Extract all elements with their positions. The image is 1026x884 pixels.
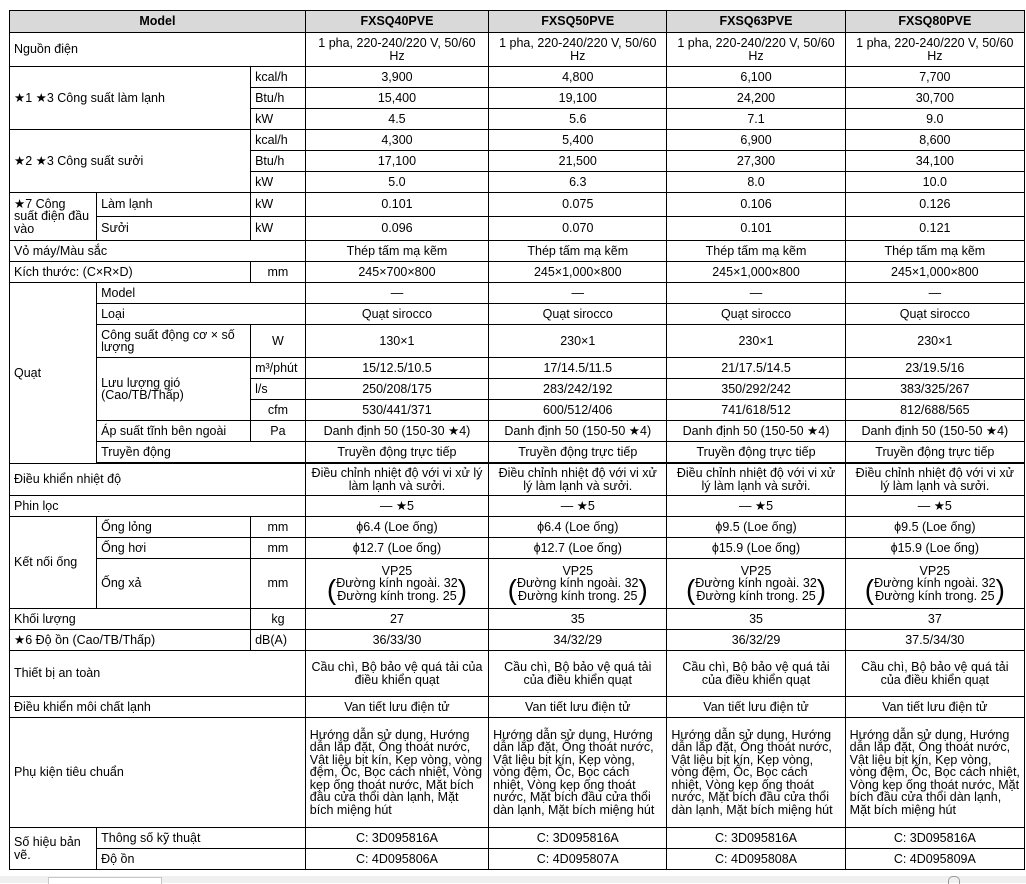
cell: 530/441/371 xyxy=(305,400,488,421)
cell: 35 xyxy=(667,609,845,630)
unit-cell: kcal/h xyxy=(251,130,306,151)
piping-row xyxy=(10,517,1025,538)
cell: 10.0 xyxy=(845,172,1024,193)
bracket-right: ) xyxy=(995,573,1005,605)
accessories-row xyxy=(10,718,1025,828)
cell: 3,900 xyxy=(305,67,488,88)
row-label: Kích thước: (C×R×D) xyxy=(10,262,251,283)
unit-cell: kg xyxy=(251,609,306,630)
row-label: Điều khiển nhiệt độ xyxy=(10,464,306,496)
cell: 17/14.5/11.5 xyxy=(489,358,667,379)
cell: 4,800 xyxy=(489,67,667,88)
cell: 24,200 xyxy=(667,88,845,109)
cell: Quạt sirocco xyxy=(845,304,1024,325)
cell: Điều chỉnh nhiệt độ với vi xử lý làm lạnh và sưởi. xyxy=(489,464,667,496)
row-label: Khối lượng xyxy=(10,609,251,630)
cell: 35 xyxy=(489,609,667,630)
cell: C: 3D095816A xyxy=(489,828,667,849)
heating-row xyxy=(10,130,1025,151)
cell: 6.3 xyxy=(489,172,667,193)
fan-row xyxy=(10,358,1025,379)
cell: Điều chỉnh nhiệt độ với vi xử lý làm lạnh và sưởi. xyxy=(667,464,845,496)
cell: 0.126 xyxy=(845,193,1024,217)
cell: 0.101 xyxy=(667,217,845,241)
unit-cell: mm xyxy=(251,538,306,559)
cell: 15/12.5/10.5 xyxy=(305,358,488,379)
cell: 4.5 xyxy=(305,109,488,130)
cell: — ★5 xyxy=(845,496,1024,517)
piping-row xyxy=(10,559,1025,609)
row-label: ★1 ★3 Công suất làm lạnh xyxy=(10,67,251,130)
model-name: FXSQ63PVE xyxy=(667,11,845,33)
bracket-right: ) xyxy=(816,573,827,605)
unit-cell: dB(A) xyxy=(251,630,306,651)
row-label: Phụ kiện tiêu chuẩn xyxy=(10,718,306,828)
cell: 0.096 xyxy=(305,217,488,241)
drain-pipe-cell xyxy=(305,559,488,609)
cell: 9.0 xyxy=(845,109,1024,130)
cell: 21/17.5/14.5 xyxy=(667,358,845,379)
cell: 245×700×800 xyxy=(305,262,488,283)
cell: 0.075 xyxy=(489,193,667,217)
row-label: Vỏ máy/Màu sắc xyxy=(10,241,306,262)
power-input-row xyxy=(10,217,1025,241)
cell: 600/512/406 xyxy=(489,400,667,421)
sub-label: Ống xả xyxy=(97,559,251,609)
safety-row xyxy=(10,651,1025,697)
fan-row xyxy=(10,325,1025,358)
cell: C: 4D095808A xyxy=(667,849,845,870)
bracket-right: ) xyxy=(638,573,648,605)
row-label: ★7 Công suất điện đầu vào xyxy=(10,193,97,241)
cell: — xyxy=(667,283,845,304)
row-label: Thiết bị an toàn xyxy=(10,651,306,697)
unit-cell: mm xyxy=(251,559,306,609)
sub-label: Thông số kỹ thuật xyxy=(97,828,306,849)
cell: — xyxy=(845,283,1024,304)
cell: 5,400 xyxy=(489,130,667,151)
noise-row xyxy=(10,630,1025,651)
row-label: Điều khiển môi chất lạnh xyxy=(10,697,306,718)
row-label: Quạt xyxy=(10,283,97,464)
unit-cell: cfm xyxy=(251,400,306,421)
cell: Hướng dẫn sử dụng, Hướng dẫn lắp đặt, Ống thoát nước, Vật liệu bịt kín, Kẹp vòng, vòng đệm, Ốc, Bọc cách nhiệt, Vòng kẹp ống thoát nước, Mặt bích đầu cửa thổi dàn lạnh, Mặt bích miệng hút xyxy=(305,718,488,828)
cell: Điều chỉnh nhiệt độ với vi xử lý làm lạnh và sưởi. xyxy=(845,464,1024,496)
drain-inner-diameter: Đường kính trong. 25 xyxy=(518,588,638,603)
cell: 230×1 xyxy=(489,325,667,358)
fan-row xyxy=(10,421,1025,442)
cell: 6,900 xyxy=(667,130,845,151)
unit-cell: kW xyxy=(251,217,306,241)
unit-cell: m³/phút xyxy=(251,358,306,379)
drain-outer-diameter: Đường kính ngoài. 32 xyxy=(695,576,817,591)
cell: 8,600 xyxy=(845,130,1024,151)
cell: 245×1,000×800 xyxy=(489,262,667,283)
cell: C: 4D095807A xyxy=(489,849,667,870)
cell: 5.6 xyxy=(489,109,667,130)
cell: Van tiết lưu điện tử xyxy=(845,697,1024,718)
drain-title: VP25 xyxy=(381,563,413,578)
cell: 130×1 xyxy=(305,325,488,358)
cell: 812/688/565 xyxy=(845,400,1024,421)
bracket-left: ( xyxy=(685,573,696,605)
cell: 21,500 xyxy=(489,151,667,172)
cell: 4,300 xyxy=(305,130,488,151)
unit-cell: W xyxy=(251,325,306,358)
cell: Quạt sirocco xyxy=(667,304,845,325)
drawing-row xyxy=(10,849,1025,870)
casing-row xyxy=(10,241,1025,262)
row-label: ★6 Độ ồn (Cao/TB/Thấp) xyxy=(10,630,251,651)
drain-title: VP25 xyxy=(919,563,951,578)
drain-pipe-cell xyxy=(667,559,845,609)
power-row xyxy=(10,33,1025,67)
cell: 7,700 xyxy=(845,67,1024,88)
drain-title: VP25 xyxy=(562,563,594,578)
cell: 0.121 xyxy=(845,217,1024,241)
cell: 383/325/267 xyxy=(845,379,1024,400)
cell: ϕ9.5 (Loe ống) xyxy=(667,517,845,538)
fan-row xyxy=(10,304,1025,325)
cell: 27,300 xyxy=(667,151,845,172)
unit-cell: kW xyxy=(251,109,306,130)
cell: 36/32/29 xyxy=(667,630,845,651)
cell: 36/33/30 xyxy=(305,630,488,651)
cell: 17,100 xyxy=(305,151,488,172)
bracket-right: ) xyxy=(457,573,468,605)
dimensions-row xyxy=(10,262,1025,283)
cell: Truyền động trực tiếp xyxy=(489,442,667,463)
cell: — ★5 xyxy=(305,496,488,517)
cell: 8.0 xyxy=(667,172,845,193)
cell: 245×1,000×800 xyxy=(667,262,845,283)
specification-table xyxy=(9,10,1025,870)
temp-control-row xyxy=(10,464,1025,496)
cell: 350/292/242 xyxy=(667,379,845,400)
cell: Cầu chì, Bộ bảo vệ quá tải của điều khiển quạt xyxy=(845,651,1024,697)
cell: ϕ12.7 (Loe ống) xyxy=(489,538,667,559)
cell: Quạt sirocco xyxy=(305,304,488,325)
cell: Thép tấm mạ kẽm xyxy=(305,241,488,262)
unit-cell: kW xyxy=(251,172,306,193)
fan-row xyxy=(10,283,1025,304)
cell: — xyxy=(489,283,667,304)
cell: Cầu chì, Bộ bảo vệ quá tải của điều khiển quạt xyxy=(667,651,845,697)
cell: Van tiết lưu điện tử xyxy=(489,697,667,718)
cell: 1 pha, 220-240/220 V, 50/60 Hz xyxy=(305,33,488,67)
cell: ϕ6.4 (Loe ống) xyxy=(305,517,488,538)
cell: Van tiết lưu điện tử xyxy=(667,697,845,718)
cell: 250/208/175 xyxy=(305,379,488,400)
drain-outer-diameter: Đường kính ngoài. 32 xyxy=(874,576,996,591)
cell: 1 pha, 220-240/220 V, 50/60 Hz xyxy=(489,33,667,67)
row-label: Phin lọc xyxy=(10,496,306,517)
sub-label: Làm lạnh xyxy=(97,193,251,217)
cell: 741/618/512 xyxy=(667,400,845,421)
cell: Danh định 50 (150-50 ★4) xyxy=(489,421,667,442)
weight-row xyxy=(10,609,1025,630)
cell: Thép tấm mạ kẽm xyxy=(845,241,1024,262)
cell: Danh định 50 (150-50 ★4) xyxy=(845,421,1024,442)
cell: 1 pha, 220-240/220 V, 50/60 Hz xyxy=(667,33,845,67)
cell: 5.0 xyxy=(305,172,488,193)
sub-label: Công suất động cơ × số lượng xyxy=(97,325,251,358)
cell: 23/19.5/16 xyxy=(845,358,1024,379)
cell: 34/32/29 xyxy=(489,630,667,651)
unit-cell: Btu/h xyxy=(251,151,306,172)
model-name: FXSQ40PVE xyxy=(305,11,488,33)
fan-row xyxy=(10,442,1025,463)
sub-label: Sưởi xyxy=(97,217,251,241)
filter-row xyxy=(10,496,1025,517)
cell: Hướng dẫn sử dụng, Hướng dẫn lắp đặt, Ống thoát nước, Vật liệu bịt kín, Kẹp vòng, vòng đệm, Ốc, Bọc cách nhiệt, Vòng kẹp ống thoát nước, Mặt bích đầu cửa thổi dàn lạnh, Mặt bích miệng hút xyxy=(845,718,1024,828)
cell: 0.106 xyxy=(667,193,845,217)
row-label: Số hiệu bản vẽ. xyxy=(10,828,97,870)
model-header: Model xyxy=(10,11,306,33)
cell: Truyền động trực tiếp xyxy=(845,442,1024,463)
unit-cell: mm xyxy=(251,517,306,538)
drain-pipe-cell xyxy=(845,559,1024,609)
row-label: Nguồn điện xyxy=(10,33,306,67)
sub-label: Loại xyxy=(97,304,306,325)
sub-label: Truyền động xyxy=(97,442,306,463)
unit-cell: Btu/h xyxy=(251,88,306,109)
cell: 1 pha, 220-240/220 V, 50/60 Hz xyxy=(845,33,1024,67)
drain-inner-diameter: Đường kính trong. 25 xyxy=(875,588,995,603)
cell: — xyxy=(305,283,488,304)
cell: C: 3D095816A xyxy=(845,828,1024,849)
drain-inner-diameter: Đường kính trong. 25 xyxy=(337,588,457,603)
row-label: ★2 ★3 Công suất sưởi xyxy=(10,130,251,193)
unit-cell: Pa xyxy=(251,421,306,442)
cell: C: 3D095816A xyxy=(667,828,845,849)
cell: Danh định 50 (150-30 ★4) xyxy=(305,421,488,442)
cell: 27 xyxy=(305,609,488,630)
cell: 245×1,000×800 xyxy=(845,262,1024,283)
cell: Danh định 50 (150-50 ★4) xyxy=(667,421,845,442)
power-input-row xyxy=(10,193,1025,217)
cell: 34,100 xyxy=(845,151,1024,172)
piping-row xyxy=(10,538,1025,559)
row-label: Kết nối ống xyxy=(10,517,97,609)
cell: 6,100 xyxy=(667,67,845,88)
drain-outer-diameter: Đường kính ngoài. 32 xyxy=(517,576,639,591)
cell: ϕ6.4 (Loe ống) xyxy=(489,517,667,538)
cell: 7.1 xyxy=(667,109,845,130)
model-name: FXSQ50PVE xyxy=(489,11,667,33)
sub-label: Độ ồn xyxy=(97,849,306,870)
unit-cell: kW xyxy=(251,193,306,217)
sub-label: Ống lỏng xyxy=(97,517,251,538)
table-header-row xyxy=(10,11,1025,33)
cell: Cầu chì, Bộ bảo vệ quá tải của điều khiển quạt xyxy=(489,651,667,697)
cell: Hướng dẫn sử dụng, Hướng dẫn lắp đặt, Ống thoát nước, Vật liệu bịt kín, Kẹp vòng, vòng đệm, Ốc, Bọc cách nhiệt, Vòng kẹp ống thoát nước, Mặt bích đầu cửa thổi dàn lạnh, Mặt bích miệng hút xyxy=(489,718,667,828)
model-name: FXSQ80PVE xyxy=(845,11,1024,33)
bracket-left: ( xyxy=(326,573,337,605)
cell: 37.5/34/30 xyxy=(845,630,1024,651)
cell: Thép tấm mạ kẽm xyxy=(667,241,845,262)
bracket-left: ( xyxy=(507,573,517,605)
cell: ϕ15.9 (Loe ống) xyxy=(845,538,1024,559)
cooling-row xyxy=(10,67,1025,88)
cell: 0.101 xyxy=(305,193,488,217)
cell: Cầu chì, Bộ bảo vệ quá tải của điều khiển quạt xyxy=(305,651,488,697)
cell: C: 3D095816A xyxy=(305,828,488,849)
drain-pipe-cell xyxy=(489,559,667,609)
cell: Truyền động trực tiếp xyxy=(667,442,845,463)
cell: 19,100 xyxy=(489,88,667,109)
cell: Hướng dẫn sử dụng, Hướng dẫn lắp đặt, Ống thoát nước, Vật liệu bịt kín, Kẹp vòng, vòng đệm, Ốc, Bọc cách nhiệt, Vòng kẹp ống thoát nước, Mặt bích đầu cửa thổi dàn lạnh, Mặt bích miệng hút xyxy=(667,718,845,828)
cell: — ★5 xyxy=(667,496,845,517)
sub-label: Lưu lượng gió (Cao/TB/Thấp) xyxy=(97,358,251,421)
unit-cell: mm xyxy=(251,262,306,283)
cell: 283/242/192 xyxy=(489,379,667,400)
cell: C: 4D095809A xyxy=(845,849,1024,870)
cell: Điều chỉnh nhiệt độ với vi xử lý làm lạnh và sưởi. xyxy=(305,464,488,496)
unit-cell: kcal/h xyxy=(251,67,306,88)
cell: — ★5 xyxy=(489,496,667,517)
cell: 37 xyxy=(845,609,1024,630)
cell: ϕ15.9 (Loe ống) xyxy=(667,538,845,559)
sub-label: Model xyxy=(97,283,306,304)
refrigerant-control-row xyxy=(10,697,1025,718)
drain-title: VP25 xyxy=(740,563,772,578)
cell: 230×1 xyxy=(667,325,845,358)
cell: Van tiết lưu điện tử xyxy=(305,697,488,718)
cell: 230×1 xyxy=(845,325,1024,358)
drain-inner-diameter: Đường kính trong. 25 xyxy=(696,588,816,603)
cell: 15,400 xyxy=(305,88,488,109)
cell: C: 4D095806A xyxy=(305,849,488,870)
bracket-left: ( xyxy=(864,573,875,605)
sub-label: Áp suất tĩnh bên ngoài xyxy=(97,421,251,442)
unit-cell: l/s xyxy=(251,379,306,400)
cell: Truyền động trực tiếp xyxy=(305,442,488,463)
cell: Thép tấm mạ kẽm xyxy=(489,241,667,262)
drawing-row xyxy=(10,828,1025,849)
drain-outer-diameter: Đường kính ngoài. 32 xyxy=(336,576,458,591)
sub-label: Ống hơi xyxy=(97,538,251,559)
cell: ϕ12.7 (Loe ống) xyxy=(305,538,488,559)
cell: 30,700 xyxy=(845,88,1024,109)
cell: Quạt sirocco xyxy=(489,304,667,325)
cell: ϕ9.5 (Loe ống) xyxy=(845,517,1024,538)
cell: 0.070 xyxy=(489,217,667,241)
